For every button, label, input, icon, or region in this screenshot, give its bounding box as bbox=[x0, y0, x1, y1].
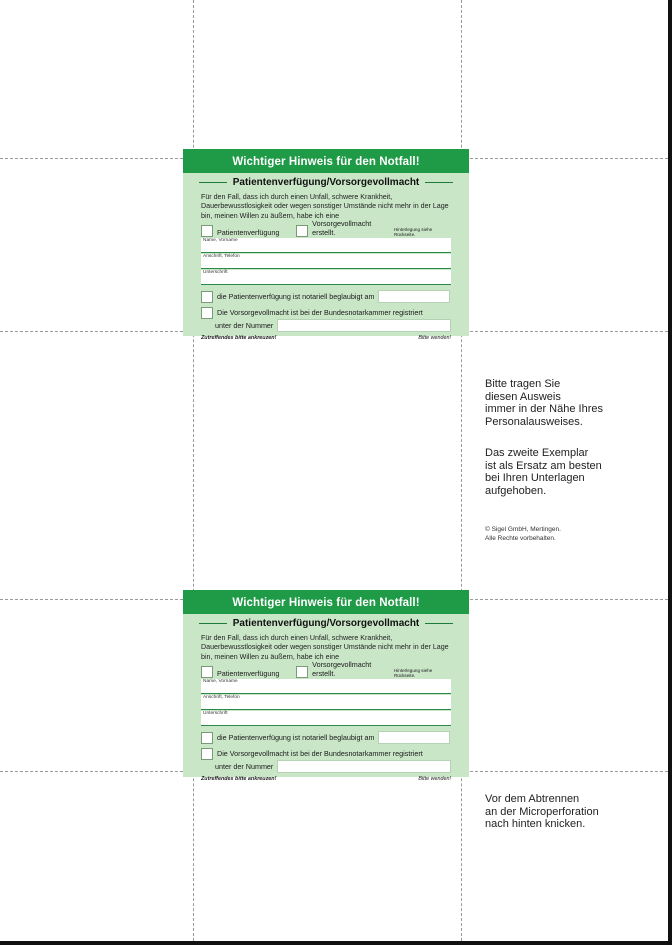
hinterlegung-note: Hinterlegung siehe Rückseite. bbox=[393, 668, 433, 679]
carry-line: Bitte tragen Sie bbox=[485, 378, 561, 390]
registriert-row bbox=[201, 306, 451, 319]
fold-line: nach hinten knicken. bbox=[485, 818, 586, 830]
notariell-row bbox=[201, 290, 451, 303]
registriert-row bbox=[201, 747, 451, 760]
carry-line: Personalausweises. bbox=[485, 415, 583, 428]
fold-line: Vor dem Abtrennen bbox=[485, 793, 580, 805]
notariell-checkbox[interactable] bbox=[201, 291, 213, 303]
name-field-label: Name, Vorname bbox=[203, 679, 238, 685]
signature-field-label: Unterschrift bbox=[203, 711, 228, 717]
nummer-row bbox=[201, 319, 451, 332]
copyright-line: Alle Rechte vorbehalten. bbox=[485, 535, 556, 542]
notariell-checkbox[interactable] bbox=[201, 732, 213, 744]
spare-copy-note bbox=[485, 447, 602, 497]
address-field[interactable] bbox=[201, 695, 451, 710]
address-field[interactable] bbox=[201, 254, 451, 269]
nummer-input[interactable] bbox=[277, 760, 451, 773]
patientenverfuegung-label: Patientenverfügung bbox=[217, 228, 280, 238]
emergency-card-copy bbox=[183, 590, 469, 783]
option-row bbox=[201, 219, 451, 238]
name-field[interactable] bbox=[201, 238, 451, 253]
name-field-label: Name, Vorname bbox=[203, 238, 238, 244]
vorsorgevollmacht-checkbox[interactable] bbox=[296, 225, 308, 237]
address-field-label: Anschrift, Telefon bbox=[203, 695, 240, 701]
fold-line: an der Microperforation bbox=[485, 805, 599, 818]
copyright-note bbox=[485, 525, 561, 543]
carry-instruction bbox=[485, 378, 603, 428]
spare-line: ist als Ersatz am besten bbox=[485, 459, 602, 472]
hinterlegung-note: Hinterlegung siehe Rückseite. bbox=[393, 227, 433, 238]
patientenverfuegung-checkbox[interactable] bbox=[201, 666, 213, 678]
copyright-line: © Sigel GmbH, Mertingen. bbox=[485, 526, 561, 533]
card-footer bbox=[201, 335, 451, 341]
notariell-label: die Patientenverfügung ist notariell beglaubigt am bbox=[217, 292, 375, 302]
footer-instruction: Zutreffendes bitte ankreuzen! bbox=[201, 776, 277, 783]
signature-field-label: Unterschrift bbox=[203, 270, 228, 276]
notariell-date-input[interactable] bbox=[378, 731, 450, 744]
footer-instruction: Zutreffendes bitte ankreuzen! bbox=[201, 335, 277, 342]
notariell-label: die Patientenverfügung ist notariell beglaubigt am bbox=[217, 733, 375, 743]
registriert-checkbox[interactable] bbox=[201, 748, 213, 760]
card-subtitle: Patientenverfügung/Vorsorgevollmacht bbox=[232, 176, 420, 188]
notariell-date-input[interactable] bbox=[378, 290, 450, 303]
card-title: Wichtiger Hinweis für den Notfall! bbox=[183, 590, 469, 614]
signature-field[interactable] bbox=[201, 270, 451, 285]
card-title: Wichtiger Hinweis für den Notfall! bbox=[183, 149, 469, 173]
registriert-label: Die Vorsorgevollmacht ist bei der Bundesnotarkammer registriert bbox=[217, 308, 423, 318]
address-field-label: Anschrift, Telefon bbox=[203, 254, 240, 260]
perforation-vertical bbox=[461, 0, 462, 941]
nummer-row bbox=[201, 760, 451, 773]
footer-turn-note: Bitte wenden! bbox=[418, 776, 451, 783]
perforation-vertical bbox=[193, 0, 194, 941]
nummer-input[interactable] bbox=[277, 319, 451, 332]
emergency-card bbox=[183, 149, 469, 342]
patientenverfuegung-label: Patientenverfügung bbox=[217, 669, 280, 679]
fold-instruction bbox=[485, 793, 599, 831]
spare-line: aufgehoben. bbox=[485, 484, 547, 497]
card-footer bbox=[201, 776, 451, 782]
notariell-row bbox=[201, 731, 451, 744]
card-subtitle-row bbox=[199, 616, 453, 630]
name-field[interactable] bbox=[201, 679, 451, 694]
patientenverfuegung-checkbox[interactable] bbox=[201, 225, 213, 237]
vorsorgevollmacht-label: Vorsorgevollmacht erstellt. bbox=[312, 219, 372, 238]
card-subtitle: Patientenverfügung/Vorsorgevollmacht bbox=[232, 617, 420, 629]
footer-turn-note: Bitte wenden! bbox=[418, 335, 451, 342]
registriert-checkbox[interactable] bbox=[201, 307, 213, 319]
card-subtitle-row bbox=[199, 175, 453, 189]
signature-field[interactable] bbox=[201, 711, 451, 726]
registriert-label: Die Vorsorgevollmacht ist bei der Bundesnotarkammer registriert bbox=[217, 749, 423, 759]
card-intro-text: Für den Fall, dass ich durch einen Unfall, schwere Krankheit, Dauerbewusstlosigkeit oder wegen sonstiger Umstände nicht mehr in der Lage bin, meinen Willen zu äußern, habe ich eine bbox=[201, 193, 449, 220]
vorsorgevollmacht-label: Vorsorgevollmacht erstellt. bbox=[312, 660, 372, 679]
option-row bbox=[201, 660, 451, 679]
card-intro-text: Für den Fall, dass ich durch einen Unfall, schwere Krankheit, Dauerbewusstlosigkeit oder wegen sonstiger Umstände nicht mehr in der Lage bin, meinen Willen zu äußern, habe ich eine bbox=[201, 634, 449, 661]
spare-line: Das zweite Exemplar bbox=[485, 447, 589, 459]
carry-line: immer in der Nähe Ihres bbox=[485, 403, 603, 415]
spare-line: bei Ihren Unterlagen bbox=[485, 472, 585, 484]
carry-line: diesen Ausweis bbox=[485, 390, 561, 403]
nummer-label: unter der Nummer bbox=[215, 762, 274, 772]
nummer-label: unter der Nummer bbox=[215, 321, 274, 331]
vorsorgevollmacht-checkbox[interactable] bbox=[296, 666, 308, 678]
